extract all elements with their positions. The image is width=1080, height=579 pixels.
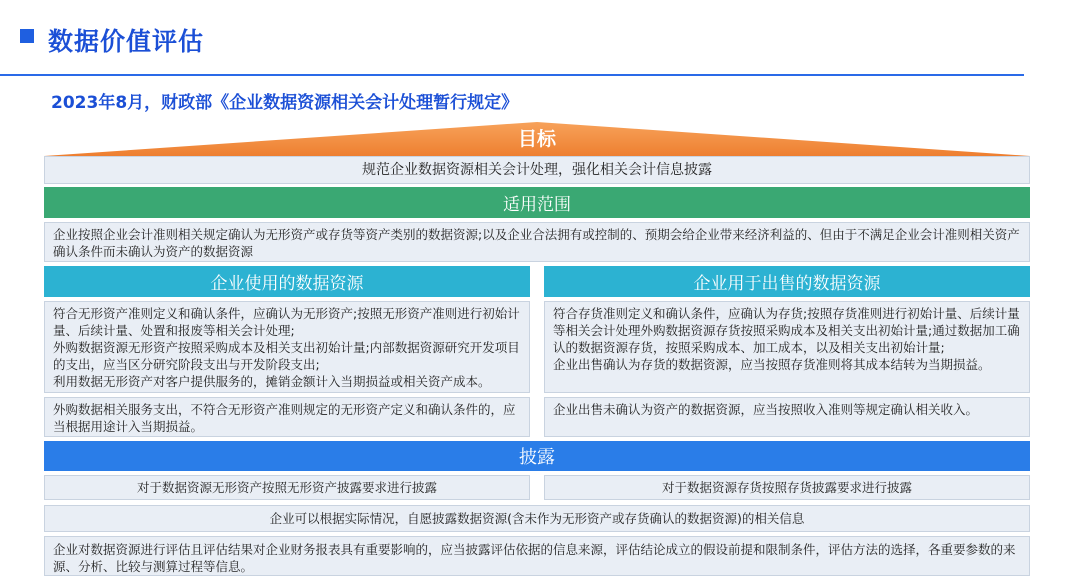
page-subtitle: 2023年8月，财政部《企业数据资源相关会计处理暂行规定》: [51, 93, 519, 113]
use-resources-text-services: 外购数据相关服务支出，不符合无形资产准则规定的无形资产定义和确认条件的，应当根据用途计入当期损益。: [44, 397, 530, 437]
use-resources-text-main: 符合无形资产准则定义和确认条件，应确认为无形资产;按照无形资产准则进行初始计量、后续计量、处置和报废等相关会计处理; 外购数据资源无形资产按照采购成本及相关支出初始计量;内部数据资源研究开发项目的支出，应当区分研究阶段支出与开发阶段支出; 利用数据无形资产对客户提供服务的，摊销金额计入当期损益或相关资产成本。: [44, 301, 530, 393]
title-divider: [0, 74, 1024, 76]
sale-resources-text-revenue: 企业出售未确认为资产的数据资源，应当按照收入准则等规定确认相关收入。: [544, 397, 1030, 437]
disclosure-voluntary-text: 企业可以根据实际情况，自愿披露数据资源(含未作为无形资产或存货确认的数据资源)的相关信息: [44, 505, 1030, 532]
use-resources-label: 企业使用的数据资源: [210, 274, 364, 294]
scope-text: 企业按照企业会计准则相关规定确认为无形资产或存货等资产类别的数据资源;以及企业合法拥有或控制的、预期会给企业带来经济利益的、但由于不满足企业会计准则相关资产确认条件而未确认为资产的数据资源: [44, 222, 1030, 262]
sale-resources-band: [544, 266, 1030, 297]
disclosure-band: [44, 441, 1030, 471]
title-marker: [20, 29, 34, 43]
use-resources-band: [44, 266, 530, 297]
sale-resources-label: 企业用于出售的数据资源: [693, 274, 881, 294]
disclosure-material-text: 企业对数据资源进行评估且评估结果对企业财务报表具有重要影响的，应当披露评估依据的信息来源，评估结论成立的假设前提和限制条件，评估方法的选择，各重要参数的来源、分析、比较与测算过程等信息。: [44, 536, 1030, 576]
disclosure-inventory-text: 对于数据资源存货按照存货披露要求进行披露: [544, 475, 1030, 500]
goal-text: 规范企业数据资源相关会计处理，强化相关会计信息披露: [44, 156, 1030, 184]
page-title: 数据价值评估: [48, 27, 205, 56]
sale-resources-text-main: 符合存货准则定义和确认条件，应确认为存货;按照存货准则进行初始计量、后续计量等相关会计处理外购数据资源存货按照采购成本及相关支出初始计量;通过数据加工确认的数据资源存货，按照采购成本、加工成本，以及相关支出初始计量; 企业出售确认为存货的数据资源，应当按照存货准则将其成本结转为当期损益。: [544, 301, 1030, 393]
scope-label: 适用范围: [503, 195, 571, 215]
disclosure-intangible-text: 对于数据资源无形资产按照无形资产披露要求进行披露: [44, 475, 530, 500]
scope-band: [44, 187, 1030, 218]
disclosure-label: 披露: [519, 447, 555, 468]
goal-label: 目标: [517, 128, 556, 150]
